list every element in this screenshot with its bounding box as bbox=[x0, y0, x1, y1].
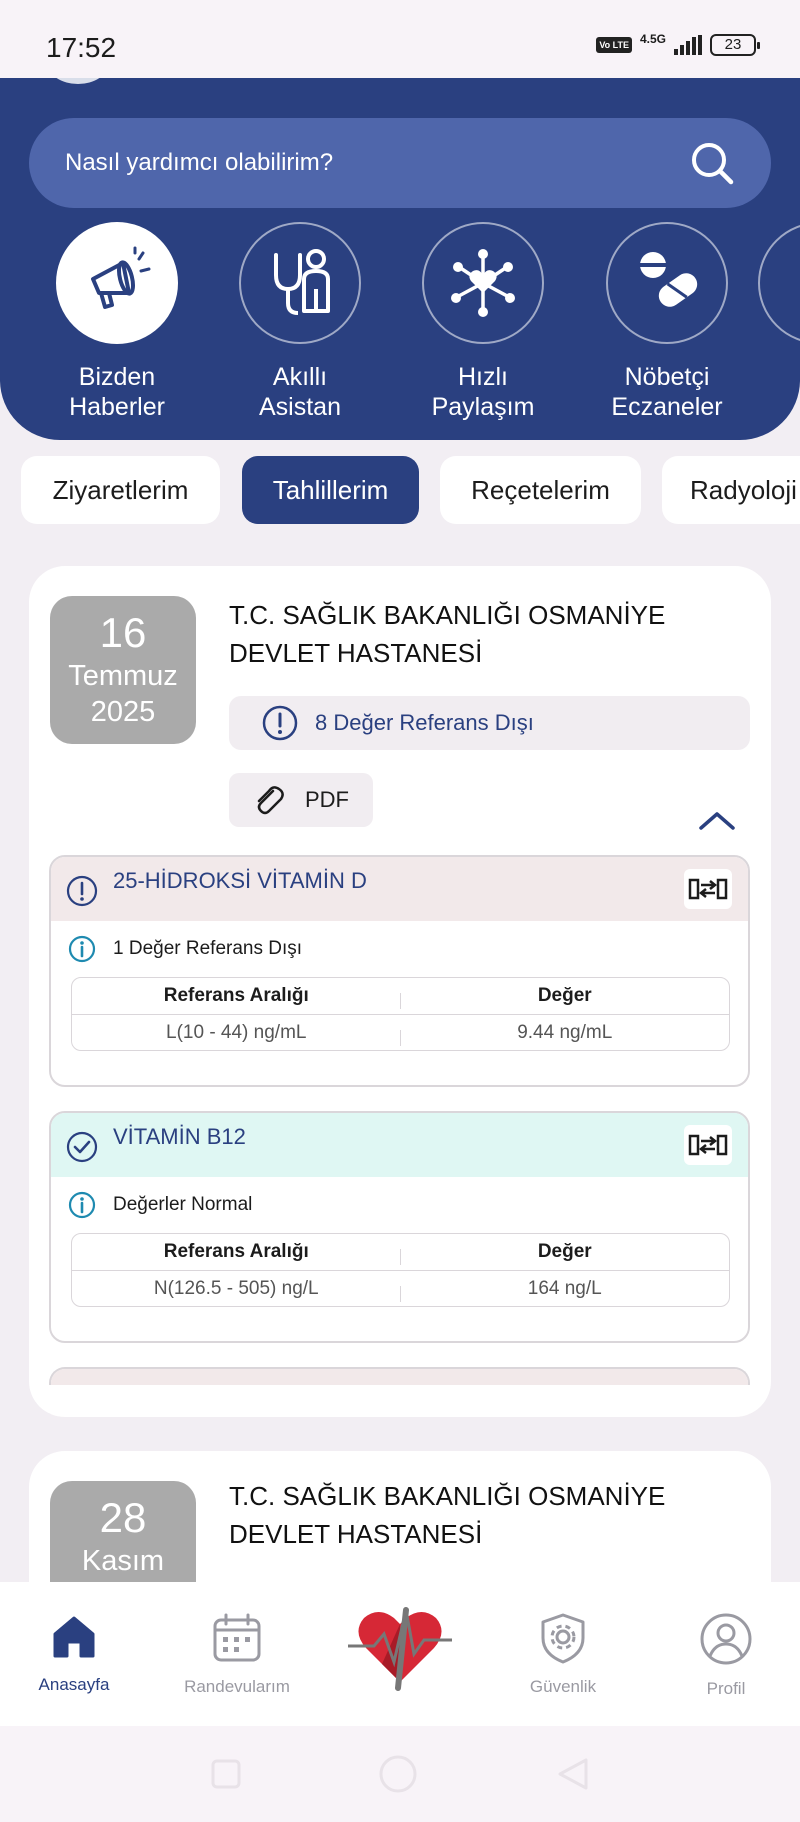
home-icon bbox=[49, 1612, 99, 1662]
warning-icon bbox=[261, 704, 299, 742]
compare-icon bbox=[688, 1132, 728, 1158]
bottom-navigation bbox=[0, 1582, 800, 1726]
status-indicators bbox=[596, 34, 756, 56]
lab-test-summary: Değerler Normal bbox=[51, 1177, 748, 1233]
column-header-reference: Referans Aralığı bbox=[72, 1241, 401, 1263]
quick-action-more[interactable] bbox=[758, 222, 800, 344]
system-navigation-bar bbox=[0, 1726, 800, 1822]
hero-header bbox=[0, 78, 800, 440]
shield-gear-icon bbox=[537, 1612, 589, 1664]
quick-action-label: Nöbetçi Eczaneler bbox=[611, 363, 723, 421]
hospital-name: T.C. SAĞLIK BAKANLIĞI OSMANİYE DEVLET HASTANESİ bbox=[229, 600, 666, 668]
test-value: 9.44 ng/mL bbox=[517, 1021, 613, 1043]
signal-icon bbox=[674, 35, 702, 55]
nav-profile[interactable]: Profil bbox=[656, 1612, 796, 1699]
quick-action-label: Bizden Haberler bbox=[69, 363, 165, 421]
quick-action-pharmacies[interactable] bbox=[575, 222, 759, 422]
volte-badge: Vo LTE bbox=[596, 37, 632, 53]
doctor-icon bbox=[262, 245, 338, 321]
lab-test-name: 25-HİDROKSİ VİTAMİN D bbox=[113, 868, 367, 893]
reference-table bbox=[71, 1233, 730, 1307]
back-icon[interactable] bbox=[556, 1756, 592, 1792]
paperclip-icon bbox=[251, 783, 285, 817]
avatar[interactable] bbox=[48, 78, 108, 84]
battery-icon: 23 bbox=[710, 34, 756, 56]
hospital-name: T.C. SAĞLIK BAKANLIĞI OSMANİYE DEVLET HASTANESİ bbox=[229, 1481, 666, 1549]
status-bar bbox=[0, 0, 800, 78]
calendar-icon bbox=[211, 1612, 263, 1664]
check-circle-icon bbox=[65, 1130, 99, 1164]
pills-icon bbox=[629, 245, 705, 321]
assistant-search-bar[interactable] bbox=[29, 118, 771, 208]
test-value: 164 ng/L bbox=[527, 1277, 602, 1299]
warning-icon bbox=[65, 874, 99, 908]
quick-action-assistant[interactable] bbox=[208, 222, 392, 422]
pdf-button[interactable]: PDF bbox=[229, 773, 373, 827]
tab-visits[interactable]: Ziyaretlerim bbox=[21, 456, 220, 524]
reference-range: N(126.5 - 505) ng/L bbox=[72, 1278, 401, 1300]
megaphone-icon bbox=[79, 245, 155, 321]
nav-security[interactable]: Güvenlik bbox=[493, 1612, 633, 1697]
quick-action-news[interactable] bbox=[25, 222, 209, 422]
column-header-value: Değer bbox=[537, 985, 592, 1006]
compare-button[interactable] bbox=[684, 869, 732, 909]
search-placeholder: Nasıl yardımcı olabilirim? bbox=[65, 149, 334, 176]
quick-actions bbox=[0, 222, 800, 432]
info-icon bbox=[67, 934, 97, 964]
column-header-reference: Referans Aralığı bbox=[72, 985, 401, 1007]
profile-icon bbox=[699, 1612, 753, 1666]
quick-action-label: Hızlı Paylaşım bbox=[431, 363, 535, 421]
info-icon bbox=[67, 1190, 97, 1220]
lab-test-summary: 1 Değer Referans Dışı bbox=[51, 921, 748, 977]
status-time: 17:52 bbox=[46, 32, 117, 63]
nav-appointments[interactable]: Randevularım bbox=[167, 1612, 307, 1697]
nav-home[interactable]: Anasayfa bbox=[4, 1612, 144, 1695]
reference-range: L(10 - 44) ng/mL bbox=[72, 1022, 401, 1044]
record-date: 28 Kasım bbox=[50, 1481, 196, 1629]
home-button-icon[interactable] bbox=[378, 1754, 418, 1794]
tab-lab-results[interactable]: Tahlillerim bbox=[242, 456, 419, 524]
section-tabs bbox=[0, 456, 800, 526]
reference-table bbox=[71, 977, 730, 1051]
column-header-value: Değer bbox=[537, 1241, 592, 1262]
heart-logo-icon bbox=[344, 1596, 456, 1692]
tab-radiology[interactable]: Radyoloji bbox=[662, 456, 800, 524]
lab-test-header[interactable] bbox=[51, 1113, 748, 1177]
quick-action-share[interactable] bbox=[391, 222, 575, 422]
lab-test-header[interactable] bbox=[51, 857, 748, 921]
lab-test-name: VİTAMİN B12 bbox=[113, 1124, 246, 1149]
compare-button[interactable] bbox=[684, 1125, 732, 1165]
out-of-range-summary[interactable]: 8 Değer Referans Dışı bbox=[229, 696, 750, 750]
tab-prescriptions[interactable]: Reçetelerim bbox=[440, 456, 641, 524]
lab-test-item[interactable] bbox=[49, 855, 750, 1087]
lab-record-card bbox=[29, 566, 771, 1417]
quick-action-label: Akıllı Asistan bbox=[259, 363, 341, 421]
search-icon[interactable] bbox=[689, 140, 735, 186]
record-date: 16 Temmuz 2025 bbox=[50, 596, 196, 744]
chevron-up-icon[interactable] bbox=[697, 808, 737, 832]
compare-icon bbox=[688, 876, 728, 902]
lab-test-item[interactable] bbox=[49, 1111, 750, 1343]
recent-apps-icon[interactable] bbox=[210, 1758, 242, 1790]
network-type: 4.5G bbox=[639, 32, 666, 46]
nav-center-logo[interactable] bbox=[330, 1596, 470, 1697]
network-heart-icon bbox=[445, 245, 521, 321]
